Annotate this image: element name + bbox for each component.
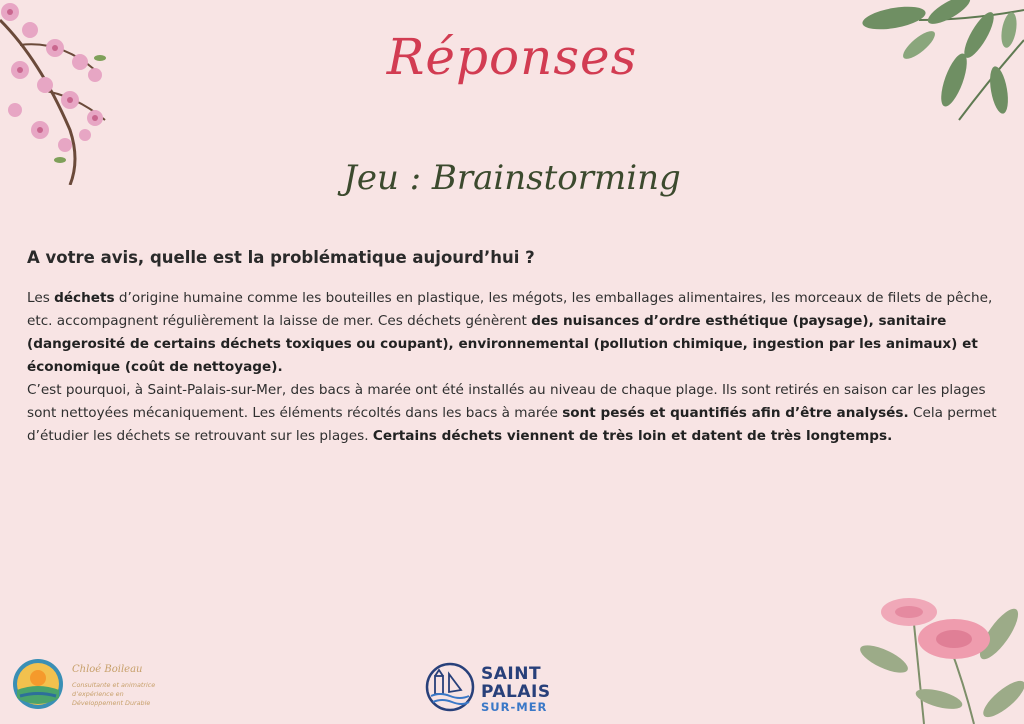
text-segment: Cela permet d’étudier les déchets se retrouvant sur les plages. — [27, 405, 997, 444]
text-segment-bold: des nuisances d’ordre esthétique (paysage), sanitaire (dangerosité de certains déchets toxiques ou coupant), environnemental (pollution chimique, ingestion par les animaux) et économique (coût de nettoyage). — [27, 313, 978, 375]
text-segment: C’est pourquoi, à Saint-Palais-sur-Mer, des bacs à marée ont été installés au niveau de chaque plage. Ils sont retirés en saison car les plages sont nettoyées mécaniquement. Les éléments récoltés dans les bacs à marée — [27, 382, 986, 421]
answer-text — [27, 287, 1002, 448]
tagline-line: d’expérience en — [72, 690, 124, 698]
answer-paragraph-2 — [27, 379, 1002, 448]
chloe-boileau-tagline — [72, 681, 182, 708]
text-segment: Les — [27, 290, 55, 306]
saint-palais-logo-line1: SAINT — [481, 664, 542, 684]
saint-palais-logo-icon — [425, 662, 475, 712]
saint-palais-logo-line3: SUR-MER — [481, 700, 548, 714]
text-segment-bold: déchets — [54, 290, 115, 306]
text-segment: d’origine humaine comme les bouteilles en plastique, les mégots, les emballages alimentaires, les morceaux de filets de pêche, etc. accompagnent régulièrement la laisse de mer. Ces déchets génèrent — [27, 290, 993, 329]
tagline-line: Consultante et animatrice — [72, 681, 156, 689]
page-subtitle: Jeu : Brainstorming — [343, 158, 681, 198]
text-segment-bold: Certains déchets viennent de très loin et datent de très longtemps. — [372, 428, 893, 444]
saint-palais-logo-line2: PALAIS — [481, 682, 551, 702]
chloe-boileau-name: Chloé Boileau — [72, 664, 143, 675]
answer-paragraph-1 — [27, 287, 1002, 379]
chloe-boileau-logo-icon — [12, 658, 64, 710]
page-title: Réponses — [386, 28, 638, 86]
pink-flowers-decoration — [854, 594, 1024, 724]
tagline-line: Développement Durable — [72, 699, 151, 707]
text-segment-bold: sont pesés et quantifiés afin d’être analysés. — [562, 405, 909, 421]
question-heading: A votre avis, quelle est la problématique aujourd’hui ? — [27, 248, 535, 267]
